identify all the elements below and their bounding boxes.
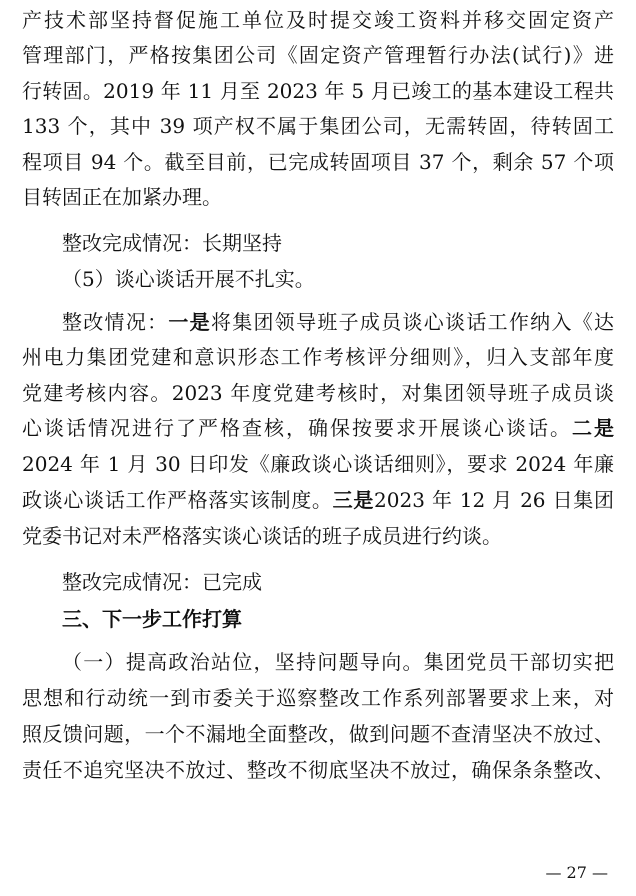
emphasis-text: 一是 [168,310,211,334]
text-line: （一）提高政治站位，坚持问题导向。集团党员干部切实把 [62,650,614,674]
text-line [22,483,614,518]
rectification-status: 整改完成情况：长期坚持 [62,231,282,255]
page-number: — 27 — [545,863,608,882]
label-text: 整改情况： [62,310,169,334]
body-text: 心谈话情况进行了严格查核，确保按要求开展谈心谈话。 [22,416,572,440]
text-line: 思想和行动统一到市委关于巡察整改工作系列部署要求上来，对 [22,686,614,710]
body-text: 将集团领导班子成员谈心谈话工作纳入《达 [210,310,614,334]
text-line: 133 个，其中 39 项产权不属于集团公司，无需转固，待转固工 [22,114,614,138]
body-text: 2023 年 12 月 26 日集团 [374,488,614,512]
text-line: 目转固正在加紧办理。 [22,185,222,209]
text-line: 州电力集团党建和意识形态工作考核评分细则》，归入支部年度 [22,345,614,369]
rectification-status: 整改完成情况：已完成 [62,570,262,594]
text-line [22,411,614,446]
text-line: 管理部门，严格按集团公司《固定资产管理暂行办法(试行)》进 [22,43,614,67]
text-line: 党委书记对未严格落实谈心谈话的班子成员进行约谈。 [22,524,502,548]
text-line [22,305,614,340]
item-title: （5）谈心谈话开展不扎实。 [62,267,315,291]
text-line: 行转固。2019 年 11 月至 2023 年 5 月已竣工的基本建设工程共 [22,79,614,103]
text-line: 产技术部坚持督促施工单位及时提交竣工资料并移交固定资产 [22,8,614,32]
text-line: 责任不追究坚决不放过、整改不彻底坚决不放过，确保条条整改、 [22,758,614,782]
text-line: 程项目 94 个。截至目前，已完成转固项目 37 个，剩余 57 个项 [22,150,614,174]
text-line: 照反馈问题，一个不漏地全面整改，做到问题不查清坚决不放过、 [22,722,614,746]
emphasis-text: 二是 [572,416,614,440]
text-line: 党建考核内容。2023 年度党建考核时，对集团领导班子成员谈 [22,381,614,405]
body-text: 政谈心谈话工作严格落实该制度。 [22,488,333,512]
text-line: 2024 年 1 月 30 日印发《廉政谈心谈话细则》，要求 2024 年廉 [22,452,614,476]
section-heading: 三、下一步工作打算 [62,607,242,631]
emphasis-text: 三是 [332,488,375,512]
